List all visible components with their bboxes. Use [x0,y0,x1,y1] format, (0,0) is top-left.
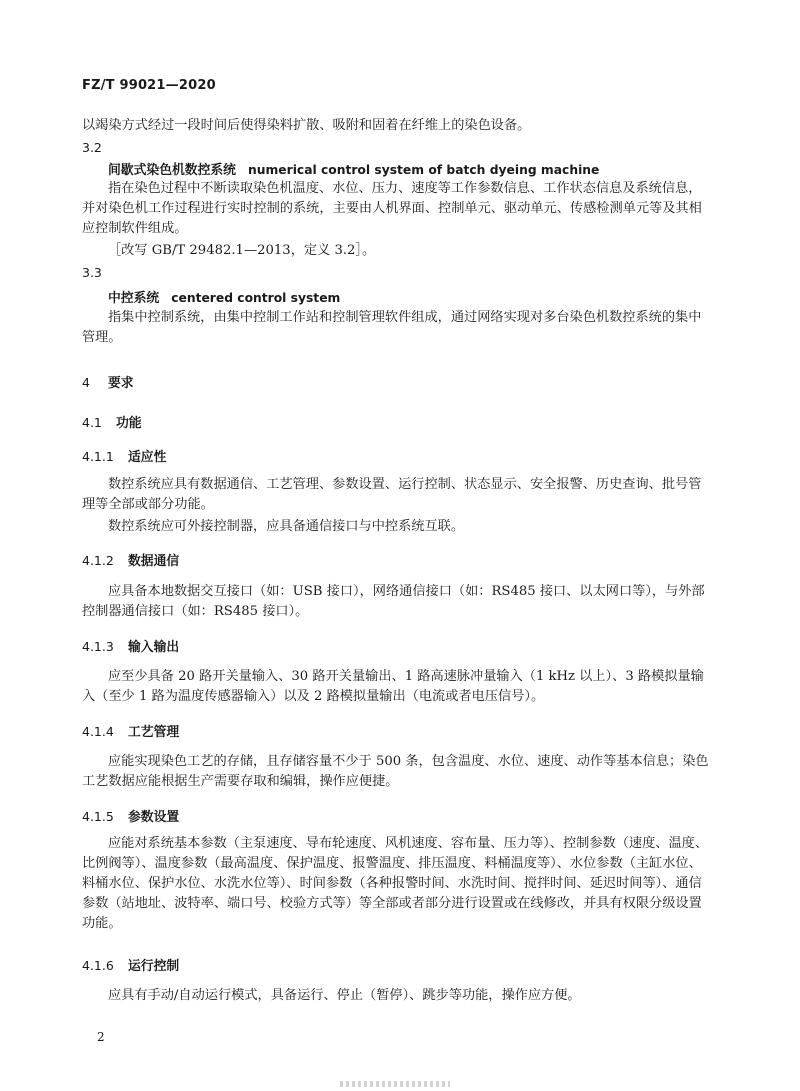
term-number: 3.3 [82,265,102,280]
clause-number: 4.1.4 [82,724,114,739]
term-definition: 指集中控制系统，由集中控制工作站和控制管理软件组成，通过网络实现对多台染色机数控系统的集中管理。 [82,310,702,345]
subsection-title: 功能 [116,416,142,431]
clause-paragraph: 应能对系统基本参数（主泵速度、导布轮速度、风机速度、容布量、压力等）、控制参数（速度、温度、比例阀等）、温度参数（最高温度、保护温度、报警温度、排压温度、料桶温度等）、水位参数（主缸水位、料桶水位、保护水位、水洗水位等）、时间参数（各种报警时间、水洗时间、搅拌时间、延迟时间等）、通信参数（站地址、波特率、端口号、校验方式等）等全部或者部分进行设置或在线修改，并具有权限分级设置功能。 [82,836,709,931]
clause-paragraph: 应具备本地数据交互接口（如：USB 接口），网络通信接口（如：RS485 接口、以太网口等），与外部控制器通信接口（如：RS485 接口）。 [82,584,705,619]
clause-paragraph: 应能实现染色工艺的存储，且存储容量不少于 500 条，包含温度、水位、速度、动作等基本信息；染色工艺数据应能根据生产需要存取和编辑，操作应便捷。 [82,754,709,789]
clause-title: 参数设置 [128,810,180,825]
clause-heading [82,721,179,740]
clause-number: 4.1.1 [82,449,114,464]
continuation-paragraph: 以竭染方式经过一段时间后使得染料扩散、吸附和固着在纤维上的染色设备。 [82,118,531,133]
clause-heading [82,636,179,655]
term-name-zh: 中控系统 [108,291,160,306]
clause-number: 4.1.5 [82,809,114,824]
clause-heading [82,806,179,825]
clause-number: 4.1.6 [82,958,114,973]
clause-number: 4.1.3 [82,639,114,654]
clause-heading [82,955,179,974]
clause-title: 数据通信 [128,554,180,569]
clause-title: 输入输出 [128,640,180,655]
clause-title: 适应性 [128,450,167,465]
term-definition: 指在染色过程中不断读取染色机温度、水位、压力、速度等工作参数信息、工作状态信息及系统信息，并对染色机工作过程进行实时控制的系统，主要由人机界面、控制单元、驱动单元、传感检测单元等及其相应控制软件组成。 [82,181,702,236]
term-source-note: ［改写 GB/T 29482.1—2013，定义 3.2］。 [108,243,376,258]
clause-paragraph: 应具有手动/自动运行模式，具备运行、停止（暂停）、跳步等功能，操作应方便。 [108,988,581,1003]
section-heading [82,372,134,391]
term-heading [108,287,340,306]
scan-artifact-mark [340,1081,450,1087]
term-name-en: numerical control system of batch dyeing machine [247,163,600,177]
term-heading [108,159,599,178]
clause-number: 4.1.2 [82,553,114,568]
standard-code: FZ/T 99021—2020 [82,78,216,93]
clause-heading [82,550,179,569]
term-name-en: centered control system [171,291,341,305]
section-title: 要求 [108,376,134,391]
clause-paragraph: 数控系统应具有数据通信、工艺管理、参数设置、运行控制、状态显示、安全报警、历史查询、批号管理等全部或部分功能。 [82,477,702,512]
clause-paragraph: 应至少具备 20 路开关量输入、30 路开关量输出、1 路高速脉冲量输入（1 kHz 以上）、3 路模拟量输入（至少 1 路为温度传感器输入）以及 2 路模拟量输出（电流或者电压信号）。 [82,669,704,704]
subsection-heading [82,412,142,431]
subsection-number: 4.1 [82,415,102,430]
term-number: 3.2 [82,140,102,155]
section-number: 4 [82,375,90,390]
clause-title: 运行控制 [128,959,180,974]
clause-heading [82,446,166,465]
clause-paragraph: 数控系统应可外接控制器，应具备通信接口与中控系统互联。 [108,519,465,534]
clause-title: 工艺管理 [128,725,180,740]
term-name-zh: 间歇式染色机数控系统 [108,163,236,178]
page-number: 2 [97,1030,105,1044]
